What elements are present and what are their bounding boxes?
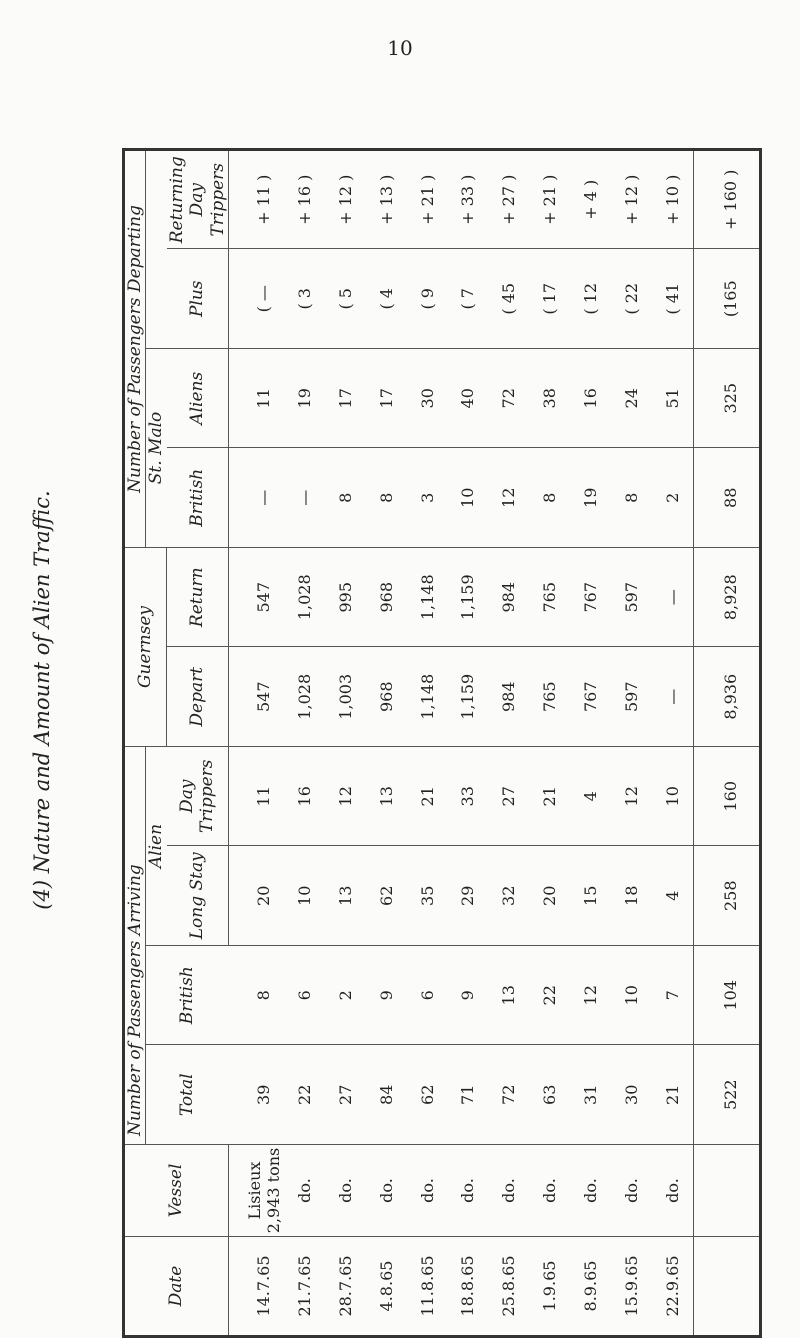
- cell-vessel: do.: [611, 1145, 652, 1237]
- cell-depart: 765: [529, 647, 570, 747]
- cell-return: 597: [611, 548, 652, 648]
- cell-plus: ( 4: [366, 249, 407, 349]
- cell-date: 28.7.65: [325, 1237, 366, 1337]
- table-row: [325, 150, 366, 1337]
- cell-date: 4.8.65: [366, 1237, 407, 1337]
- cell-aliens: 19: [284, 349, 325, 449]
- header-plus: Plus: [167, 249, 229, 349]
- cell-plus: ( 7: [447, 249, 488, 349]
- cell-date: 25.8.65: [488, 1237, 529, 1337]
- cell-long-stay: 18: [611, 846, 652, 946]
- cell-day-trippers: 21: [407, 747, 448, 847]
- cell-long-stay: 35: [407, 846, 448, 946]
- table-row: [652, 150, 693, 1337]
- cell-st-malo-british: —: [228, 448, 284, 548]
- cell-aliens: 72: [488, 349, 529, 449]
- cell-vessel-total: [693, 1145, 760, 1237]
- cell-british: 7: [652, 946, 693, 1046]
- cell-total: 31: [570, 1045, 611, 1145]
- cell-british: 13: [488, 946, 529, 1046]
- header-st-malo-british: British: [167, 448, 229, 548]
- cell-british: 6: [407, 946, 448, 1046]
- cell-vessel: Lisieux 2,943 tons: [228, 1145, 284, 1237]
- cell-aliens: 51: [652, 349, 693, 449]
- cell-st-malo-british-total: 88: [693, 448, 760, 548]
- cell-total: 84: [366, 1045, 407, 1145]
- cell-aliens: 17: [366, 349, 407, 449]
- cell-british: 8: [228, 946, 284, 1046]
- cell-long-stay: 20: [228, 846, 284, 946]
- cell-day-trippers: 12: [325, 747, 366, 847]
- cell-date: 14.7.65: [228, 1237, 284, 1337]
- header-total: Total: [146, 1045, 229, 1145]
- cell-depart: 968: [366, 647, 407, 747]
- cell-aliens-total: 325: [693, 349, 760, 449]
- cell-returning: + 21 ): [407, 150, 448, 250]
- cell-vessel: do.: [488, 1145, 529, 1237]
- header-alien: Alien: [146, 747, 167, 946]
- cell-st-malo-british: 8: [529, 448, 570, 548]
- cell-depart: 597: [611, 647, 652, 747]
- cell-return: 1,148: [407, 548, 448, 648]
- cell-vessel: do.: [284, 1145, 325, 1237]
- header-british: British: [146, 946, 229, 1046]
- cell-aliens: 17: [325, 349, 366, 449]
- page-number: 10: [387, 36, 413, 60]
- cell-vessel: do.: [529, 1145, 570, 1237]
- cell-aliens: 40: [447, 349, 488, 449]
- cell-st-malo-british: 8: [366, 448, 407, 548]
- cell-british-total: 104: [693, 946, 760, 1046]
- table-row: [447, 150, 488, 1337]
- table-row: [366, 150, 407, 1337]
- cell-day-trippers: 12: [611, 747, 652, 847]
- cell-plus: ( 9: [407, 249, 448, 349]
- cell-day-trippers: 21: [529, 747, 570, 847]
- cell-british: 10: [611, 946, 652, 1046]
- cell-total: 30: [611, 1045, 652, 1145]
- cell-returning: + 21 ): [529, 150, 570, 250]
- cell-depart: 1,003: [325, 647, 366, 747]
- cell-day-trippers: 10: [652, 747, 693, 847]
- cell-return-total: 8,928: [693, 548, 760, 648]
- table-row: [407, 150, 448, 1337]
- table-title-text: (4) Nature and Amount of Alien Traffic.: [30, 490, 54, 910]
- cell-returning: + 27 ): [488, 150, 529, 250]
- cell-british: 12: [570, 946, 611, 1046]
- cell-long-stay: 10: [284, 846, 325, 946]
- cell-return: 547: [228, 548, 284, 648]
- table-row: [284, 150, 325, 1337]
- totals-row: [693, 150, 760, 1337]
- cell-st-malo-british: 10: [447, 448, 488, 548]
- cell-plus: ( 17: [529, 249, 570, 349]
- cell-returning: + 11 ): [228, 150, 284, 250]
- cell-long-stay: 15: [570, 846, 611, 946]
- cell-plus: ( 41: [652, 249, 693, 349]
- cell-depart: 1,148: [407, 647, 448, 747]
- cell-long-stay: 13: [325, 846, 366, 946]
- cell-plus: ( 3: [284, 249, 325, 349]
- cell-date: 11.8.65: [407, 1237, 448, 1337]
- cell-total: 71: [447, 1045, 488, 1145]
- cell-returning-total: + 160 ): [693, 150, 760, 250]
- cell-total: 27: [325, 1045, 366, 1145]
- cell-plus: ( 5: [325, 249, 366, 349]
- cell-long-stay-total: 258: [693, 846, 760, 946]
- cell-returning: + 12 ): [611, 150, 652, 250]
- cell-british: 6: [284, 946, 325, 1046]
- cell-total: 62: [407, 1045, 448, 1145]
- cell-long-stay: 4: [652, 846, 693, 946]
- cell-depart: 984: [488, 647, 529, 747]
- cell-aliens: 38: [529, 349, 570, 449]
- cell-day-trippers: 4: [570, 747, 611, 847]
- header-date: Date: [124, 1237, 229, 1337]
- cell-date-total: [693, 1237, 760, 1337]
- header-guernsey: Guernsey: [124, 548, 167, 747]
- cell-aliens: 24: [611, 349, 652, 449]
- cell-day-trippers-total: 160: [693, 747, 760, 847]
- cell-long-stay: 20: [529, 846, 570, 946]
- header-arriving-group: Number of Passengers Arriving: [124, 747, 146, 1145]
- cell-depart: 1,028: [284, 647, 325, 747]
- cell-depart: 767: [570, 647, 611, 747]
- header-long-stay: Long Stay: [167, 846, 229, 946]
- cell-plus: ( —: [228, 249, 284, 349]
- cell-return: 1,028: [284, 548, 325, 648]
- cell-date: 21.7.65: [284, 1237, 325, 1337]
- cell-total: 39: [228, 1045, 284, 1145]
- cell-british: 2: [325, 946, 366, 1046]
- header-plus-spacer: [146, 150, 167, 349]
- table-row: [529, 150, 570, 1337]
- cell-returning: + 4 ): [570, 150, 611, 250]
- header-aliens: Aliens: [167, 349, 229, 449]
- cell-return: —: [652, 548, 693, 648]
- cell-return: 984: [488, 548, 529, 648]
- cell-british: 9: [447, 946, 488, 1046]
- cell-day-trippers: 13: [366, 747, 407, 847]
- cell-vessel: do.: [325, 1145, 366, 1237]
- cell-vessel: do.: [366, 1145, 407, 1237]
- cell-day-trippers: 33: [447, 747, 488, 847]
- cell-vessel: do.: [407, 1145, 448, 1237]
- cell-st-malo-british: —: [284, 448, 325, 548]
- cell-day-trippers: 27: [488, 747, 529, 847]
- cell-st-malo-british: 2: [652, 448, 693, 548]
- cell-plus: ( 12: [570, 249, 611, 349]
- cell-returning: + 33 ): [447, 150, 488, 250]
- cell-vessel: do.: [652, 1145, 693, 1237]
- cell-depart: 1,159: [447, 647, 488, 747]
- cell-st-malo-british: 19: [570, 448, 611, 548]
- cell-total: 22: [284, 1045, 325, 1145]
- alien-traffic-table: [122, 148, 762, 1338]
- cell-total: 63: [529, 1045, 570, 1145]
- header-vessel: Vessel: [124, 1145, 229, 1237]
- cell-plus: ( 45: [488, 249, 529, 349]
- cell-date: 1.9.65: [529, 1237, 570, 1337]
- header-day-trippers: Day Trippers: [167, 747, 229, 847]
- cell-return: 1,159: [447, 548, 488, 648]
- header-departing-group: Number of Passengers Departing: [124, 150, 146, 548]
- cell-return: 767: [570, 548, 611, 648]
- table-row: [611, 150, 652, 1337]
- cell-day-trippers: 11: [228, 747, 284, 847]
- cell-long-stay: 62: [366, 846, 407, 946]
- cell-aliens: 30: [407, 349, 448, 449]
- cell-return: 995: [325, 548, 366, 648]
- cell-date: 18.8.65: [447, 1237, 488, 1337]
- cell-aliens: 16: [570, 349, 611, 449]
- cell-return: 765: [529, 548, 570, 648]
- header-depart: Depart: [167, 647, 229, 747]
- cell-st-malo-british: 3: [407, 448, 448, 548]
- table-row: [228, 150, 284, 1337]
- cell-returning: + 12 ): [325, 150, 366, 250]
- header-return: Return: [167, 548, 229, 648]
- cell-british: 9: [366, 946, 407, 1046]
- cell-returning: + 10 ): [652, 150, 693, 250]
- cell-vessel: do.: [447, 1145, 488, 1237]
- cell-depart: 547: [228, 647, 284, 747]
- alien-traffic-table-container: [122, 148, 762, 1338]
- cell-st-malo-british: 8: [325, 448, 366, 548]
- cell-st-malo-british: 8: [611, 448, 652, 548]
- cell-total-total: 522: [693, 1045, 760, 1145]
- cell-date: 8.9.65: [570, 1237, 611, 1337]
- cell-long-stay: 29: [447, 846, 488, 946]
- cell-day-trippers: 16: [284, 747, 325, 847]
- cell-st-malo-british: 12: [488, 448, 529, 548]
- cell-date: 15.9.65: [611, 1237, 652, 1337]
- cell-returning: + 13 ): [366, 150, 407, 250]
- cell-date: 22.9.65: [652, 1237, 693, 1337]
- cell-aliens: 11: [228, 349, 284, 449]
- cell-depart-total: 8,936: [693, 647, 760, 747]
- cell-vessel: do.: [570, 1145, 611, 1237]
- cell-return: 968: [366, 548, 407, 648]
- table-row: [488, 150, 529, 1337]
- cell-plus-total: (165: [693, 249, 760, 349]
- cell-plus: ( 22: [611, 249, 652, 349]
- header-st-malo: St. Malo: [146, 349, 167, 548]
- cell-total: 21: [652, 1045, 693, 1145]
- cell-depart: —: [652, 647, 693, 747]
- cell-returning: + 16 ): [284, 150, 325, 250]
- cell-long-stay: 32: [488, 846, 529, 946]
- table-row: [570, 150, 611, 1337]
- header-returning-day-trippers: Returning Day Trippers: [167, 150, 229, 250]
- cell-british: 22: [529, 946, 570, 1046]
- cell-total: 72: [488, 1045, 529, 1145]
